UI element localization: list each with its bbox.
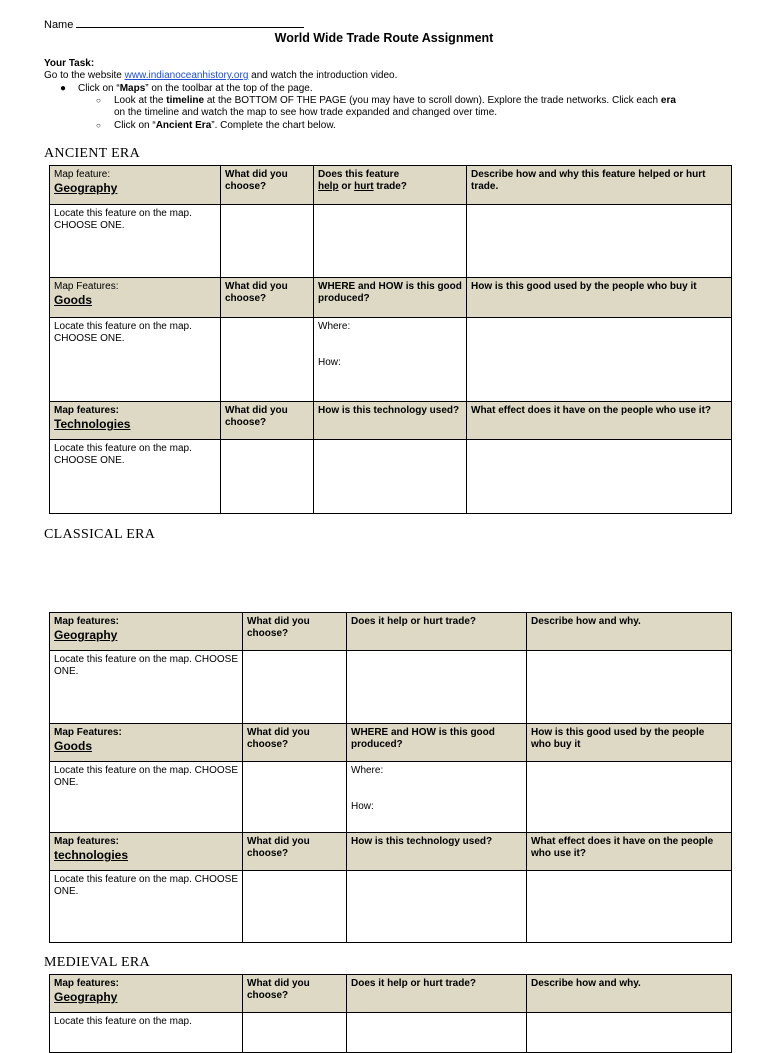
feature-title: technologies [54, 848, 129, 862]
sub1-text: Look at the [114, 95, 167, 106]
column-header: What did you choose? [243, 613, 347, 651]
locate-instruction: Locate this feature on the map. CHOOSE ONE. [50, 440, 221, 514]
feature-cell [50, 402, 221, 440]
header-hurt: hurt [354, 181, 374, 192]
column-header: What effect does it have on the people who use it? [467, 402, 732, 440]
answer-cell[interactable] [243, 762, 347, 833]
table-row [50, 975, 732, 1013]
column-header: Does it help or hurt trade? [347, 975, 527, 1013]
table-row [50, 440, 732, 514]
answer-cell[interactable] [347, 651, 527, 724]
table-row [50, 724, 732, 762]
feature-cell [50, 278, 221, 318]
column-header: What did you choose? [221, 166, 314, 205]
column-header: Describe how and why. [527, 975, 732, 1013]
where-label: Where: [351, 765, 384, 776]
feature-label: Map features: [54, 616, 120, 627]
feature-cell [50, 833, 243, 871]
answer-cell[interactable] [467, 318, 732, 402]
answer-cell[interactable] [221, 318, 314, 402]
answer-cell[interactable] [221, 205, 314, 278]
sub2-text: Click on “ [114, 120, 156, 131]
column-header: How is this technology used? [347, 833, 527, 871]
column-header: WHERE and HOW is this good produced? [347, 724, 527, 762]
answer-cell[interactable] [314, 440, 467, 514]
column-header: How is this good used by the people who buy it [467, 278, 732, 318]
sub-bullet-timeline [96, 95, 736, 119]
era-heading-ancient: ANCIENT ERA [44, 146, 140, 161]
column-header: Does it help or hurt trade? [347, 613, 527, 651]
table-row [50, 1013, 732, 1053]
answer-cell[interactable] [467, 205, 732, 278]
answer-cell[interactable] [314, 318, 467, 402]
bullet-dot-icon: ● [60, 83, 67, 94]
column-header: Describe how and why. [527, 613, 732, 651]
circle-bullet-icon: ○ [96, 96, 101, 105]
name-label: Name [44, 19, 74, 31]
feature-cell [50, 724, 243, 762]
column-header: WHERE and HOW is this good produced? [314, 278, 467, 318]
era-heading-medieval: MEDIEVAL ERA [44, 955, 150, 970]
answer-cell[interactable] [314, 205, 467, 278]
answer-cell[interactable] [221, 440, 314, 514]
feature-cell [50, 166, 221, 205]
medieval-era-table [49, 974, 732, 1053]
feature-title: Goods [54, 293, 92, 307]
table-row [50, 402, 732, 440]
feature-cell [50, 975, 243, 1013]
locate-instruction: Locate this feature on the map. CHOOSE ONE. [50, 205, 221, 278]
column-header: How is this technology used? [314, 402, 467, 440]
feature-title: Geography [54, 990, 118, 1004]
locate-instruction: Locate this feature on the map. CHOOSE ONE. [50, 318, 221, 402]
table-row [50, 278, 732, 318]
feature-title: Technologies [54, 417, 131, 431]
how-label: How: [318, 357, 341, 368]
feature-title: Goods [54, 739, 92, 753]
sub1-bold: timeline [166, 95, 205, 106]
answer-cell[interactable] [467, 440, 732, 514]
sub2-text2: ”. Complete the chart below. [211, 120, 336, 131]
table-row [50, 833, 732, 871]
feature-label: Map features: [54, 836, 120, 847]
table-row [50, 613, 732, 651]
feature-title: Geography [54, 181, 118, 195]
header-text: Does this feature [318, 169, 400, 180]
feature-title: Geography [54, 628, 118, 642]
header-help: help [318, 181, 339, 192]
answer-cell[interactable] [527, 1013, 732, 1053]
feature-label: Map features: [54, 978, 120, 989]
era-heading-classical: CLASSICAL ERA [44, 527, 156, 542]
table-row [50, 166, 732, 205]
bullet-bold: Maps [119, 83, 146, 94]
sub1-text2: at the BOTTOM OF THE PAGE (you may have to scroll down). Explore the trade networks. Click each [204, 95, 661, 106]
table-row [50, 205, 732, 278]
locate-instruction: Locate this feature on the map. CHOOSE ONE. [50, 651, 243, 724]
header-text: trade? [373, 181, 407, 192]
answer-cell[interactable] [347, 871, 527, 943]
intro-text-after: and watch the introduction video. [248, 70, 398, 81]
website-link[interactable]: www.indianoceanhistory.org [124, 70, 249, 81]
locate-instruction: Locate this feature on the map. [50, 1013, 243, 1053]
answer-cell[interactable] [243, 651, 347, 724]
answer-cell[interactable] [527, 651, 732, 724]
column-header: What did you choose? [221, 278, 314, 318]
where-label: Where: [318, 321, 351, 332]
page-title: World Wide Trade Route Assignment [274, 31, 494, 45]
column-header: How is this good used by the people who buy it [527, 724, 732, 762]
feature-label: Map Features: [54, 727, 122, 738]
table-row [50, 871, 732, 943]
column-header: What did you choose? [243, 724, 347, 762]
feature-label: Map Features: [54, 281, 119, 292]
feature-label: Map feature: [54, 169, 111, 180]
column-header [314, 166, 467, 205]
name-field[interactable] [76, 17, 304, 28]
name-line [44, 17, 304, 31]
ancient-era-table [49, 165, 732, 514]
table-row [50, 318, 732, 402]
column-header: What did you choose? [221, 402, 314, 440]
sub2-bold: Ancient Era [155, 120, 212, 131]
column-header: What did you choose? [243, 975, 347, 1013]
task-label: Your Task: [44, 58, 95, 69]
header-text: or [338, 181, 355, 192]
circle-bullet-icon: ○ [96, 121, 101, 130]
feature-cell [50, 613, 243, 651]
answer-cell[interactable] [243, 1013, 347, 1053]
answer-cell[interactable] [347, 762, 527, 833]
feature-label: Map features: [54, 405, 120, 416]
locate-instruction: Locate this feature on the map. CHOOSE ONE. [50, 871, 243, 943]
answer-cell[interactable] [527, 871, 732, 943]
how-label: How: [351, 801, 374, 812]
column-header: Describe how and why this feature helped or hurt trade. [467, 166, 732, 205]
bullet-text-after: ” on the toolbar at the top of the page. [145, 83, 313, 94]
bullet-text: Click on “ [78, 83, 120, 94]
intro-text: Go to the website [44, 70, 125, 81]
answer-cell[interactable] [243, 871, 347, 943]
answer-cell[interactable] [347, 1013, 527, 1053]
task-intro [44, 70, 397, 82]
table-row [50, 762, 732, 833]
classical-era-table [49, 612, 732, 943]
sub1-text3: on the timeline and watch the map to see how trade expanded and changed over time. [114, 107, 498, 118]
sub1-bold2: era [660, 95, 676, 106]
column-header: What did you choose? [243, 833, 347, 871]
column-header: What effect does it have on the people who use it? [527, 833, 732, 871]
table-row [50, 651, 732, 724]
locate-instruction: Locate this feature on the map. CHOOSE ONE. [50, 762, 243, 833]
answer-cell[interactable] [527, 762, 732, 833]
